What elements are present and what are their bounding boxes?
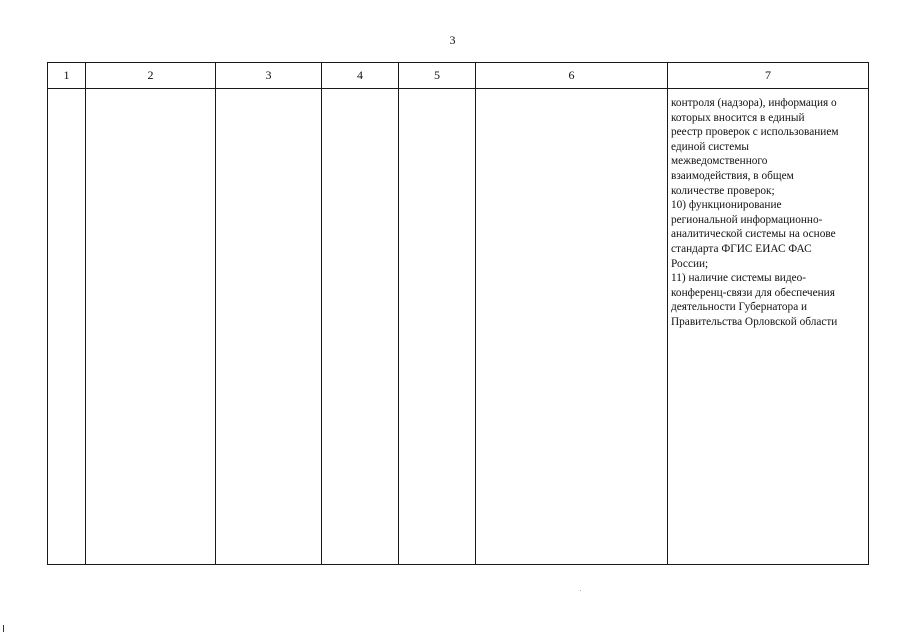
column-header-4: 4 [322, 63, 399, 89]
text-line: России; [671, 257, 709, 270]
text-line: 10) функционирование [671, 199, 782, 212]
column-header-2: 2 [86, 63, 216, 89]
text-line: 11) наличие системы видео- [671, 272, 807, 285]
page-number: 3 [449, 33, 456, 47]
text-line: конференц-связи для обеспечения [671, 286, 835, 299]
column-header-3: 3 [216, 63, 322, 89]
scan-mark [3, 625, 4, 632]
text-line: Правительства Орловской области [671, 315, 838, 328]
cell-col-6 [476, 89, 668, 565]
table-row [48, 89, 869, 565]
cell-col-7 [668, 89, 869, 565]
text-line: аналитической системы на основе [671, 228, 836, 241]
text-line: межведомственного [671, 155, 768, 168]
cell-col-3 [216, 89, 322, 565]
text-line: региональной информационно- [671, 213, 823, 226]
document-table [47, 62, 869, 565]
column-header-5: 5 [399, 63, 476, 89]
header-row [48, 63, 869, 89]
text-line: стандарта ФГИС ЕИАС ФАС [671, 242, 812, 255]
text-line: взаимодействия, в общем [671, 169, 794, 182]
text-line: единой системы [671, 140, 749, 153]
cell-col-2 [86, 89, 216, 565]
column-header-1: 1 [48, 63, 86, 89]
column-header-6: 6 [476, 63, 668, 89]
text-line: реестр проверок с использованием [671, 126, 839, 139]
text-line: деятельности Губернатора и [671, 301, 808, 314]
cell-col-1 [48, 89, 86, 565]
text-line: которых вносится в единый [671, 111, 805, 124]
text-line: контроля (надзора), информация о [671, 97, 837, 109]
cell-col-5 [399, 89, 476, 565]
cell-col-4 [322, 89, 399, 565]
text-line: количестве проверок; [671, 184, 775, 197]
column-header-7: 7 [668, 63, 869, 89]
scan-speck [580, 590, 581, 591]
